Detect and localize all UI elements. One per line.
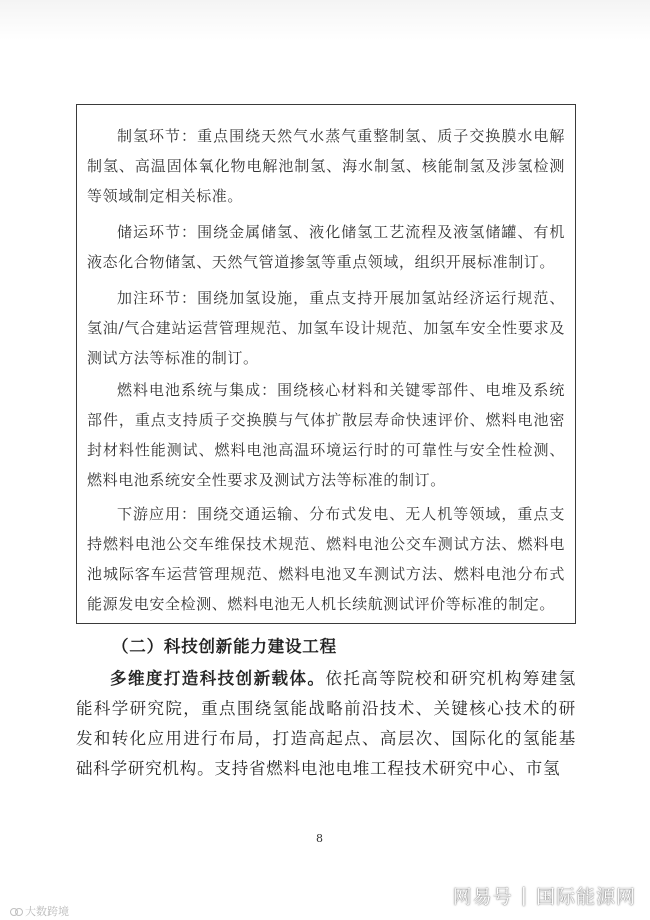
link-rings-icon — [10, 906, 22, 916]
section-lead-sentence: 多维度打造科技创新载体。 — [110, 669, 326, 688]
section-heading: （二）科技创新能力建设工程 — [112, 637, 337, 656]
section-body-text: 依托高等院校和研究机构筹建氢能科学研究院，重点围绕氢能战略前沿技术、关键核心技术的研发和转化应用进行布局，打造高起点、高层次、国际化的氢能基础科学研究机构。支持省燃料电池电堆工程技术研究中心、市氢 — [76, 669, 576, 778]
standards-box — [76, 104, 576, 624]
footer-account: 国际能源网 — [535, 885, 636, 908]
paragraph-fuel-cell-system: 燃料电池系统与集成：围绕核心材料和关键零部件、电堆及系统部件，重点支持质子交换膜与气体扩散层寿命快速评价、燃料电池密封材料性能测试、燃料电池高温环境运行时的可靠性与安全性检测、燃料电池系统安全性要求及测试方法等标准的制订。 — [87, 381, 565, 489]
paragraph-storage-transport: 储运环节：围绕金属储氢、液化储氢工艺流程及液氢储罐、有机液态化合物储氢、天然气管道掺氢等重点领域，组织开展标准制订。 — [87, 223, 565, 271]
section-body-paragraph — [76, 664, 576, 784]
watermark-left — [10, 903, 69, 919]
watermark-left-text: 大数跨境 — [25, 905, 69, 918]
footer-platform: 网易号 — [452, 885, 513, 908]
paragraph-refueling: 加注环节：围绕加氢设施，重点支持开展加氢站经济运行规范、氢油/气合建站运营管理规范、加氢车设计规范、加氢车安全性要求及测试方法等标准的制订。 — [87, 289, 565, 367]
footer-separator: | — [520, 884, 528, 906]
paragraph-hydrogen-production: 制氢环节：重点围绕天然气水蒸气重整制氢、质子交换膜水电解制氢、高温固体氧化物电解池制氢、海水制氢、核能制氢及涉氢检测等领域制定相关标准。 — [87, 127, 565, 205]
page-top-shadow — [0, 0, 650, 40]
footer-brand — [453, 878, 636, 912]
paragraph-downstream-applications: 下游应用：围绕交通运输、分布式发电、无人机等领域，重点支持燃料电池公交车维保技术规范、燃料电池公交车测试方法、燃料电池城际客车运营管理规范、燃料电池叉车测试方法、燃料电池分布式能源发电安全检测、燃料电池无人机长续航测试评价等标准的制定。 — [87, 505, 565, 613]
page-number: 8 — [316, 832, 323, 845]
